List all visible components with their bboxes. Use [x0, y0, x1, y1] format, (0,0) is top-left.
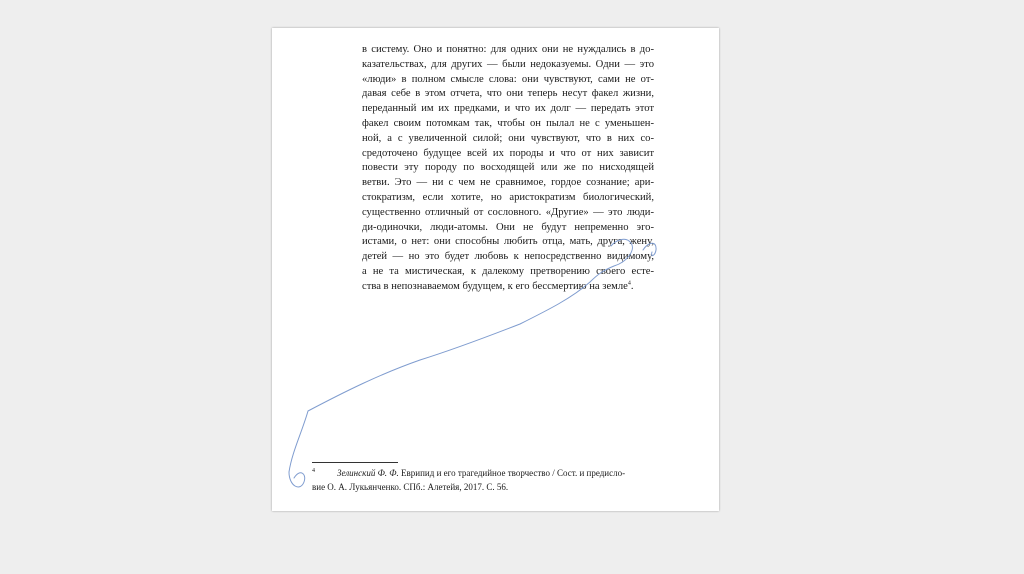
footnote-author: Зелинский Ф. Ф.: [337, 468, 399, 478]
text-line: а не та мистическая, к далекому претворению своего есте-: [362, 265, 654, 277]
text-line-content: ства в непознаваемом будущем, к его бессмертию на земле: [362, 280, 628, 292]
text-line: ди-одиночки, люди-атомы. Они не будут непременно эго-: [362, 221, 654, 233]
footnote-title: Еврипид и его трагедийное творчество / Сост. и предисло-: [398, 468, 626, 478]
text-line-last: ства в непознаваемом будущем, к его бессмертию на земле$^4$.: [362, 280, 634, 292]
footnote-line: вие О. А. Лукьянченко. СПб.: Алетейя, 2017. С. 56.: [312, 482, 509, 492]
footnote-line: 4 Зелинский Ф. Ф. Еврипид и его трагедийное творчество / Сост. и предисло-: [312, 468, 626, 478]
text-line: стократизм, если хотите, но аристократизм биологический,: [362, 191, 654, 203]
text-line: существенно отличный от сословного. «Другие» — это люди-: [362, 206, 654, 218]
text-line: в систему. Оно и понятно: для одних они не нуждались в до-: [362, 44, 654, 55]
text-line: «люди» в полном смысле слова: они чувствуют, сами не от-: [362, 73, 654, 85]
text-line: средоточено будущее всей их породы и что от них зависит: [362, 147, 654, 159]
text-line: ной, а с увеличенной силой; они чувствуют, что в них со-: [362, 132, 654, 144]
document-page: [272, 28, 719, 511]
text-line: детей — но это будет любовь к непосредственно видимому,: [362, 251, 654, 263]
footnote: [312, 466, 664, 494]
body-paragraph: [362, 43, 654, 295]
text-line: переданный им их предками, и что их долг — передать этот: [362, 103, 654, 115]
text-line: истами, о нет: они способны любить отца, мать, друга, жену,: [362, 236, 654, 248]
text-line: повести эту породу по восходящей или же по нисходящей: [362, 162, 654, 174]
footnote-reference[interactable]: 4: [627, 280, 631, 287]
text-line: ветви. Это — ни с чем не сравнимое, гордое сознание; ари-: [362, 177, 654, 189]
text-line: факел своим потомкам так, чтобы он пылал не с уменьшен-: [362, 117, 654, 129]
text-line: казательствах, для других — были недоказуемы. Одни — это: [362, 58, 654, 70]
footnote-divider: [312, 462, 398, 463]
text-line: давая себе в этом отчета, что они теперь несут факел жизни,: [362, 88, 654, 100]
